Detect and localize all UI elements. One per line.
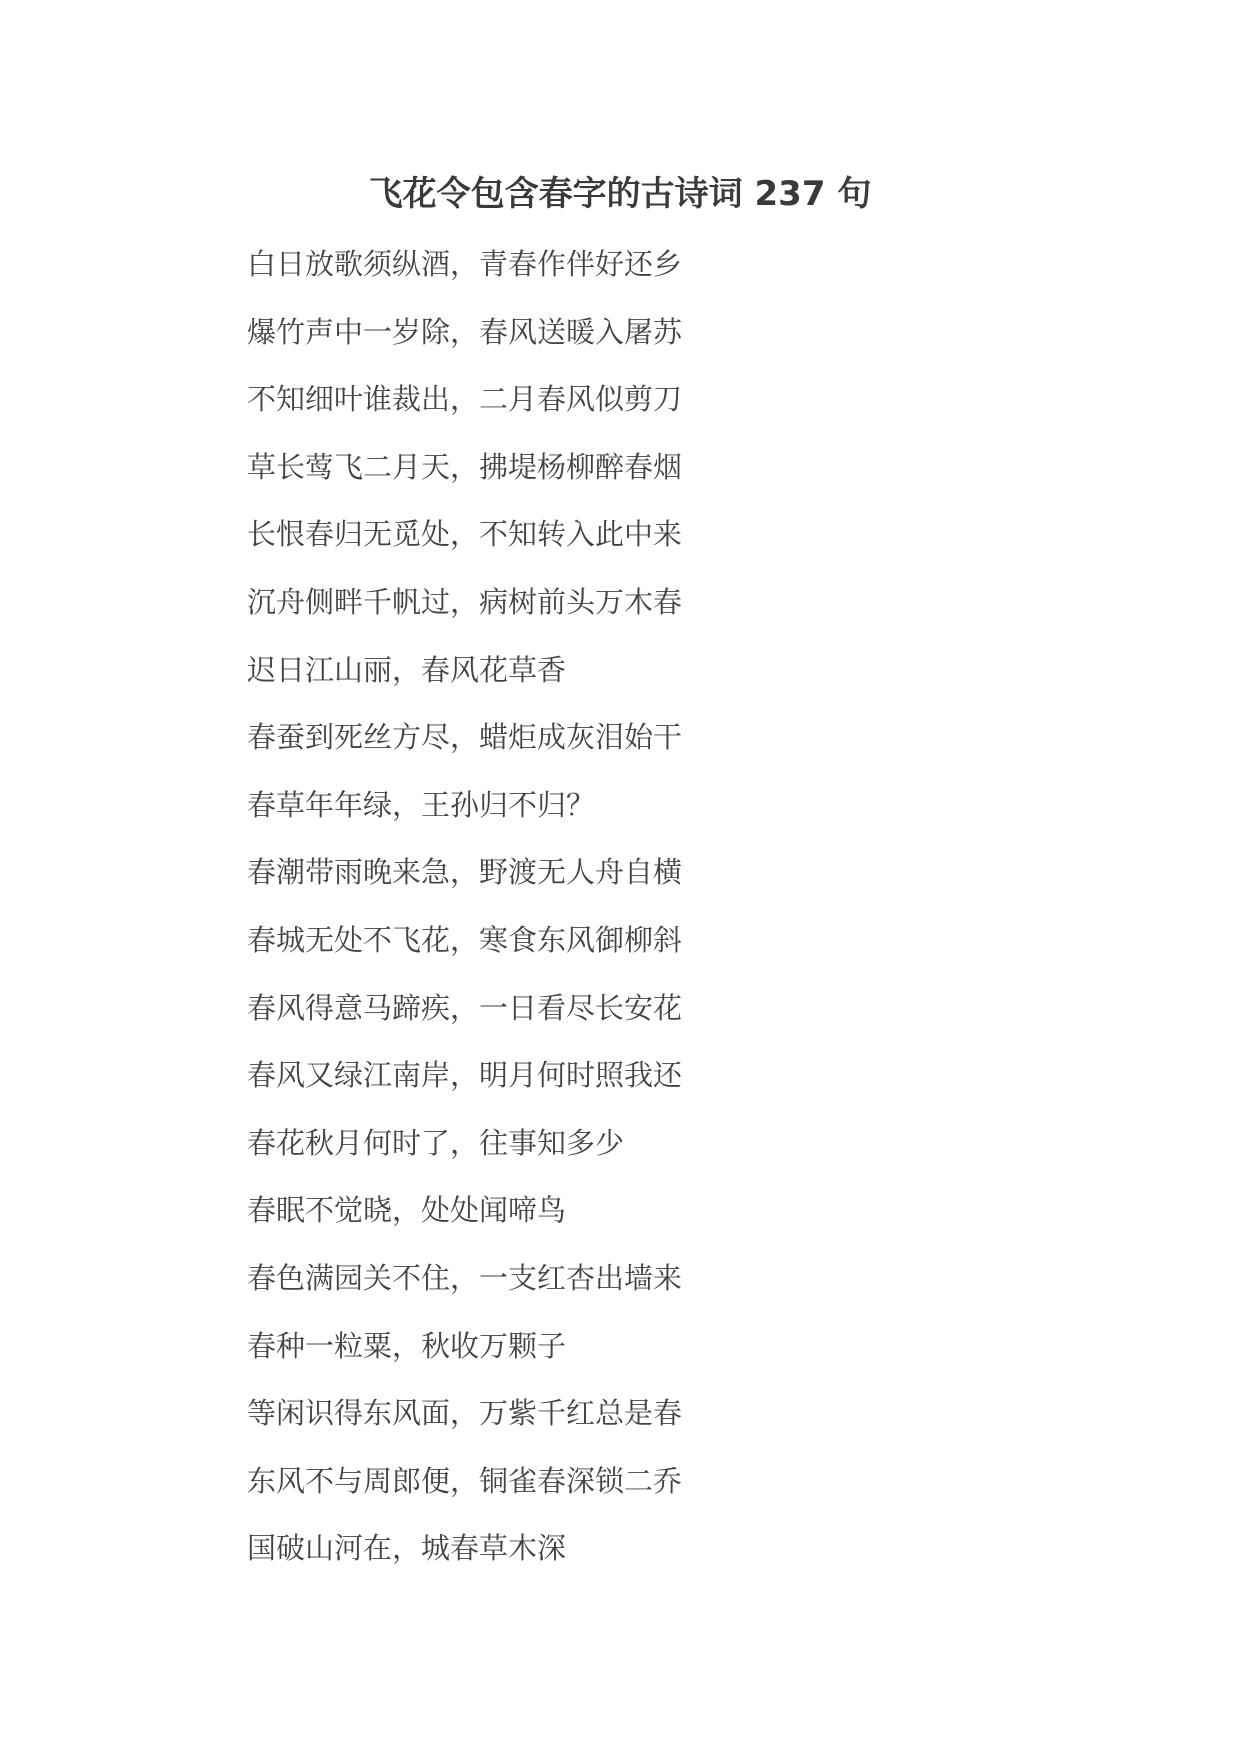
poem-line: 爆竹声中一岁除，春风送暖入屠苏 <box>247 314 683 349</box>
document-title: 飞花令包含春字的古诗词 237 句 <box>368 174 872 214</box>
poem-line: 白日放歌须纵酒，青春作伴好还乡 <box>247 247 683 281</box>
poem-line: 春风得意马蹄疾，一日看尽长安花 <box>247 990 683 1025</box>
poem-line: 不知细叶谁裁出，二月春风似剪刀 <box>247 382 683 417</box>
poem-line: 春蚕到死丝方尽，蜡炬成灰泪始干 <box>247 720 683 755</box>
poem-line: 春种一粒粟，秋收万颗子 <box>247 1328 567 1363</box>
poem-line-list <box>247 240 682 1592</box>
poem-line: 沉舟侧畔千帆过，病树前头万木春 <box>247 584 683 619</box>
poem-line: 春城无处不飞花，寒食东风御柳斜 <box>247 922 683 957</box>
poem-line: 春草年年绿，王孙归不归？ <box>247 787 596 822</box>
poem-line: 春潮带雨晚来急，野渡无人舟自横 <box>247 855 683 890</box>
poem-line: 东风不与周郎便，铜雀春深锁二乔 <box>247 1463 683 1498</box>
poem-line: 迟日江山丽，春风花草香 <box>247 652 567 687</box>
poem-line: 春花秋月何时了，往事知多少 <box>247 1125 625 1160</box>
poem-line: 春风又绿江南岸，明月何时照我还 <box>247 1058 683 1093</box>
poem-line: 春眠不觉晓，处处闻啼鸟 <box>247 1193 567 1228</box>
poem-line: 长恨春归无觅处，不知转入此中来 <box>247 517 683 552</box>
poem-line: 春色满园关不住，一支红杏出墙来 <box>247 1260 683 1295</box>
poem-line: 草长莺飞二月天，拂堤杨柳醉春烟 <box>247 449 683 484</box>
poem-line: 等闲识得东风面，万紫千红总是春 <box>247 1396 683 1431</box>
poem-line: 国破山河在，城春草木深 <box>247 1531 567 1566</box>
